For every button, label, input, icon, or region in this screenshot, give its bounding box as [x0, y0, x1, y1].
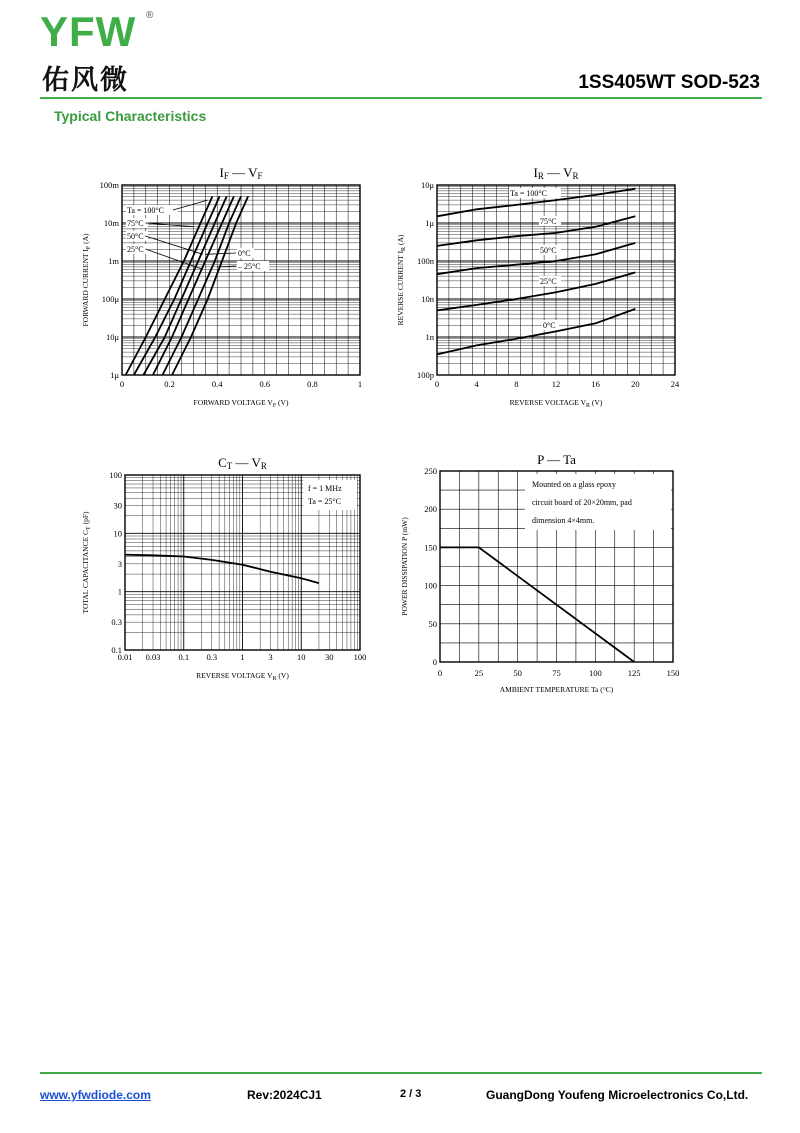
chart-if-vf	[70, 160, 380, 415]
y-tick-label: 30	[113, 500, 122, 511]
x-tick-label: 0	[119, 379, 125, 389]
x-tick-label: 0.6	[259, 379, 271, 389]
footer-revision: Rev:2024CJ1	[247, 1088, 322, 1102]
series-line-1	[437, 216, 635, 246]
y-tick-label: 100μ	[101, 294, 119, 304]
y-tick-label: 1μ	[110, 370, 119, 380]
series-line-4	[437, 309, 635, 354]
y-axis-label: TOTAL CAPACITANCE CT (pF)	[81, 511, 92, 614]
x-tick-label: 0	[437, 668, 443, 678]
x-tick-label: 24	[670, 379, 680, 389]
chart-title: IR — VR	[533, 165, 579, 181]
y-tick-label: 200	[424, 504, 437, 515]
y-tick-label: 0.3	[111, 617, 122, 628]
website-link[interactable]: www.yfwdiode.com	[40, 1088, 151, 1102]
footer-website[interactable]	[40, 1088, 151, 1102]
company-logo	[40, 10, 160, 96]
footer-company: GuangDong Youfeng Microelectronics Co,Ltd.	[486, 1088, 749, 1102]
logo-chinese-name: 佑风微	[42, 65, 129, 96]
x-tick-label: 20	[631, 379, 640, 389]
y-tick-label: 10μ	[105, 332, 119, 342]
x-axis-label: REVERSE VOLTAGE VR (V)	[196, 671, 289, 682]
chart-title: IF — VF	[219, 165, 263, 181]
y-axis-label: REVERSE CURRENT IR (A)	[396, 234, 407, 326]
series-label: 50°C	[127, 232, 144, 241]
x-tick-label: 75	[552, 668, 561, 678]
y-tick-label: 150	[424, 542, 437, 553]
x-tick-label: 100	[588, 668, 602, 678]
y-tick-label: 50	[428, 618, 437, 629]
x-tick-label: 30	[325, 652, 334, 662]
footer-divider	[40, 1072, 762, 1074]
x-tick-label: 12	[551, 379, 561, 389]
x-tick-label: 0.4	[211, 379, 223, 389]
footer-page: 2 / 3	[400, 1088, 422, 1100]
y-tick-label: 1	[117, 586, 122, 597]
x-tick-label: 4	[474, 379, 479, 389]
series-label: 25°C	[540, 277, 557, 286]
annotation-text: circuit board of 20×20mm, pad	[532, 498, 632, 507]
annotation-text: Ta = 25°C	[308, 497, 341, 506]
annotation-text: f = 1 MHz	[308, 484, 342, 493]
y-tick-label: 1n	[425, 332, 434, 342]
series-label: – 25°C	[238, 262, 261, 271]
y-axis-label: FORWARD CURRENT IF (A)	[81, 233, 92, 327]
annotation-text: Mounted on a glass epoxy	[532, 480, 616, 489]
y-tick-label: 1m	[108, 256, 119, 266]
x-tick-label: 1	[357, 379, 363, 389]
x-tick-label: 0.1	[178, 652, 190, 662]
series-label: Ta = 100°C	[127, 206, 164, 215]
x-tick-label: 0.8	[307, 379, 318, 389]
y-tick-label: 250	[424, 466, 437, 476]
y-axis-label: POWER DISSIPATION P (mW)	[400, 517, 409, 616]
y-tick-label: 10m	[103, 218, 119, 228]
series-line-ct	[125, 555, 319, 583]
part-number: 1SS405WT SOD-523	[578, 72, 760, 93]
x-tick-label: 0.01	[117, 652, 133, 662]
x-tick-label: 16	[591, 379, 600, 389]
y-tick-label: 0	[432, 657, 437, 667]
series-label: Ta = 100°C	[510, 189, 547, 198]
x-axis-label: AMBIENT TEMPERATURE Ta (°C)	[499, 685, 614, 694]
x-tick-label: 10	[297, 652, 306, 662]
x-tick-label: 0.2	[164, 379, 175, 389]
x-tick-label: 25	[474, 668, 484, 678]
logo-text: YFW	[40, 8, 137, 55]
x-tick-label: 3	[268, 652, 273, 662]
y-tick-label: 10	[113, 528, 122, 539]
chart-ir-vr	[385, 160, 695, 415]
chart-p-ta	[385, 450, 695, 705]
series-label: 75°C	[127, 219, 144, 228]
y-tick-label: 1μ	[425, 218, 434, 228]
y-tick-label: 10n	[421, 294, 434, 304]
chart-title: P — Ta	[537, 452, 576, 467]
x-tick-label: 50	[513, 668, 522, 678]
y-tick-label: 100m	[99, 180, 119, 190]
chart-title: CT — VR	[218, 455, 267, 471]
series-label: 50°C	[540, 246, 557, 255]
y-tick-label: 10μ	[420, 180, 434, 190]
y-tick-label: 100	[109, 470, 122, 480]
y-tick-label: 100p	[417, 370, 434, 380]
y-tick-label: 100n	[417, 256, 434, 266]
series-label: 0°C	[543, 321, 556, 330]
y-tick-label: 3	[117, 558, 122, 569]
x-tick-label: 1	[240, 652, 245, 662]
y-tick-label: 0.1	[111, 645, 122, 655]
label-leader	[205, 253, 236, 254]
series-label: 25°C	[127, 245, 144, 254]
series-label: 0°C	[238, 249, 251, 258]
x-axis-label: REVERSE VOLTAGE VR (V)	[509, 398, 603, 409]
x-tick-label: 125	[627, 668, 641, 678]
x-tick-label: 0.3	[206, 652, 218, 662]
header-divider	[40, 97, 762, 99]
x-tick-label: 150	[666, 668, 680, 678]
y-tick-label: 100	[424, 580, 437, 591]
x-tick-label: 8	[514, 379, 519, 389]
section-title: Typical Characteristics	[54, 108, 207, 124]
annotation-text: dimension 4×4mm.	[532, 516, 595, 525]
registered-mark: ®	[146, 10, 154, 21]
x-axis-label: FORWARD VOLTAGE VF (V)	[193, 398, 289, 409]
x-tick-label: 100	[353, 652, 367, 662]
chart-ct-vr	[70, 450, 380, 685]
x-tick-label: 0	[434, 379, 440, 389]
x-tick-label: 0.03	[145, 652, 161, 662]
series-label: 75°C	[540, 217, 557, 226]
